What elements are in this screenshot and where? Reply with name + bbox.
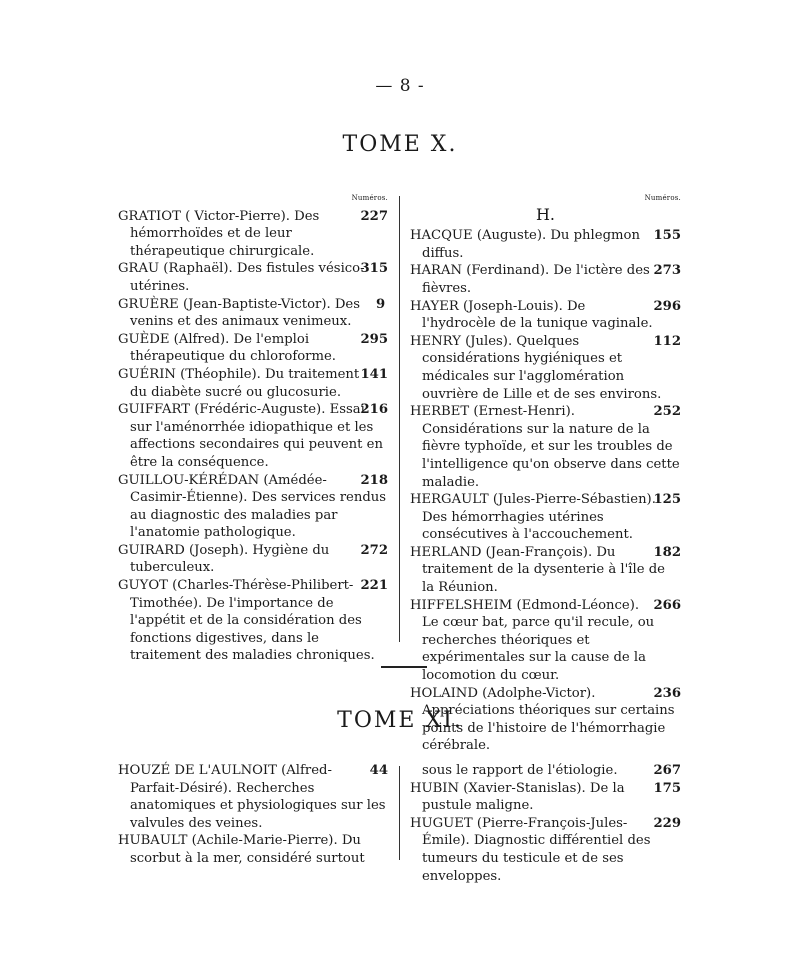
entry-text: GRAU (Raphaël). Des fistules vésico-utérines.: [118, 261, 365, 294]
entry-number: 252: [653, 404, 681, 420]
tome-xi-title: TOME XI.: [337, 708, 463, 733]
entry-text: HARAN (Ferdinand). De l'ictère des fièvres.: [410, 263, 650, 296]
entry-text: HERGAULT (Jules-Pierre-Sébastien). Des hémorrhagies utérines consécutives à l'accouchement.: [410, 492, 656, 543]
entry-text: GUILLOU-KÉRÉDAN (Amédée-Casimir-Étienne). Des services rendus au diagnostic des maladies par l'anatomie pathologique.: [118, 472, 387, 541]
index-entry: [410, 597, 681, 685]
entry-number: 267: [653, 763, 681, 778]
entry-text: GUIRARD (Joseph). Hygiène du tuberculeux.: [118, 542, 330, 576]
entry-text: HIFFELSHEIM (Edmond-Léonce). Le cœur bat, parce qu'il recule, ou recherches théoriques et expérimentales sur la cause de la locomotion du cœur.: [410, 597, 655, 684]
index-entry: [410, 262, 681, 297]
entry-text: GUIFFART (Frédéric-Auguste). Essai sur l'aménorrhée idiopathique et les affections secondaires qui peuvent en être la conséquence.: [118, 402, 383, 470]
index-entry: [118, 331, 388, 366]
index-entry: [410, 544, 681, 597]
entry-number: 296: [653, 298, 681, 314]
column-divider-2: [399, 766, 400, 860]
entry-text: GUÉRIN (Théophile). Du traitement du diabète sucré ou glucosurie.: [118, 366, 360, 400]
tome-x-right-entries: [410, 227, 681, 755]
entry-text: HOUZÉ DE L'AULNOIT (Alfred-Parfait-Désiré). Recherches anatomiques et physiologiques sur les valvules des veines.: [118, 763, 386, 831]
entry-number: 315: [360, 261, 388, 277]
index-entry: [118, 542, 388, 577]
entry-number: 9: [376, 296, 386, 312]
tome-xi-left-column: [118, 762, 388, 868]
tome-x-left-entries: [118, 208, 388, 665]
index-entry: [118, 577, 388, 665]
entry-text: HERLAND (Jean-François). Du traitement de la dysenterie à l'île de la Réunion.: [410, 544, 665, 596]
entry-number: 273: [653, 263, 681, 279]
entry-number: 295: [360, 331, 388, 347]
entry-number: 175: [653, 780, 681, 796]
entry-number: 266: [653, 597, 681, 613]
entry-text: GRUÈRE (Jean-Baptiste-Victor). Des venins et des animaux venimeux.: [118, 296, 360, 330]
tome-x-left-column: [118, 190, 388, 665]
entry-number: 272: [360, 542, 388, 558]
entry-text: GRATIOT ( Victor-Pierre). Des hémorrhoïdes et de leur thérapeutique chirurgicale.: [118, 208, 320, 259]
index-entry: [118, 366, 388, 401]
entry-number: 182: [653, 544, 681, 560]
entry-number: 141: [360, 366, 388, 382]
index-entry: [118, 208, 388, 261]
entry-number: 125: [653, 492, 681, 508]
index-entry: [118, 296, 388, 331]
entry-number: 44: [369, 763, 388, 778]
entry-text: sous le rapport de l'étiologie.: [422, 763, 618, 778]
index-entry: [410, 333, 681, 403]
index-entry: [410, 298, 681, 333]
entry-text: HUBIN (Xavier-Stanislas). De la pustule maligne.: [410, 780, 625, 814]
entry-text: GUYOT (Charles-Thérèse-Philibert-Timothée). De l'importance de l'appétit et de la considération des fonctions digestives, dans le traitement des maladies chroniques.: [118, 578, 375, 664]
entry-number: 112: [653, 333, 681, 349]
index-entry: [410, 491, 681, 544]
entry-number: 229: [653, 815, 681, 831]
numeros-header-right: Numéros.: [644, 194, 681, 202]
index-entry: [410, 780, 681, 815]
entry-number: 236: [653, 685, 681, 701]
entry-number: 218: [360, 472, 388, 488]
page-number: — 8 -: [375, 76, 425, 96]
index-entry: [410, 762, 681, 780]
numeros-header-left: Numéros.: [351, 194, 388, 202]
entry-number: 216: [360, 402, 388, 418]
entry-number: 221: [360, 578, 388, 594]
entry-text: HUBAULT (Achile-Marie-Pierre). Du scorbut à la mer, considéré surtout: [118, 833, 365, 866]
index-entry: [118, 401, 388, 471]
section-separator: [381, 666, 427, 668]
entry-number: 227: [360, 208, 388, 224]
index-entry: [410, 227, 681, 262]
column-divider: [399, 196, 400, 642]
entry-text: HERBET (Ernest-Henri). Considérations sur la nature de la fièvre typhoïde, et sur les troubles de l'intelligence qu'on observe dans cette maladie.: [410, 404, 680, 490]
index-entry: [118, 832, 388, 867]
index-entry: [410, 815, 681, 885]
entry-text: HUGUET (Pierre-François-Jules-Émile). Diagnostic différentiel des tumeurs du testicule et de ses enveloppes.: [410, 815, 651, 884]
entry-text: HACQUE (Auguste). Du phlegmon diffus.: [410, 228, 640, 261]
index-entry: [118, 472, 388, 542]
tome-x-right-column: [410, 190, 681, 755]
tome-x-title: TOME X.: [342, 132, 458, 157]
tome-xi-right-column: [410, 762, 681, 885]
entry-text: HAYER (Joseph-Louis). De l'hydrocèle de la tunique vaginale.: [410, 298, 653, 332]
entry-text: HOLAIND (Adolphe-Victor). Appréciations théoriques sur certains points de l'histoire de l'hémorrhagie cérébrale.: [410, 685, 675, 754]
index-entry: [118, 762, 388, 832]
section-letter-h: H.: [535, 204, 556, 224]
index-entry: [410, 403, 681, 491]
tome-xi-right-entries: [410, 762, 681, 885]
tome-xi-left-entries: [118, 762, 388, 868]
entry-text: HENRY (Jules). Quelques considérations hygiéniques et médicales sur l'agglomération ouvrière de Lille et de ses environs.: [410, 333, 662, 402]
entry-text: GUÈDE (Alfred). De l'emploi thérapeutique du chloroforme.: [118, 331, 336, 365]
index-entry: [118, 260, 388, 295]
entry-number: 155: [653, 228, 681, 244]
